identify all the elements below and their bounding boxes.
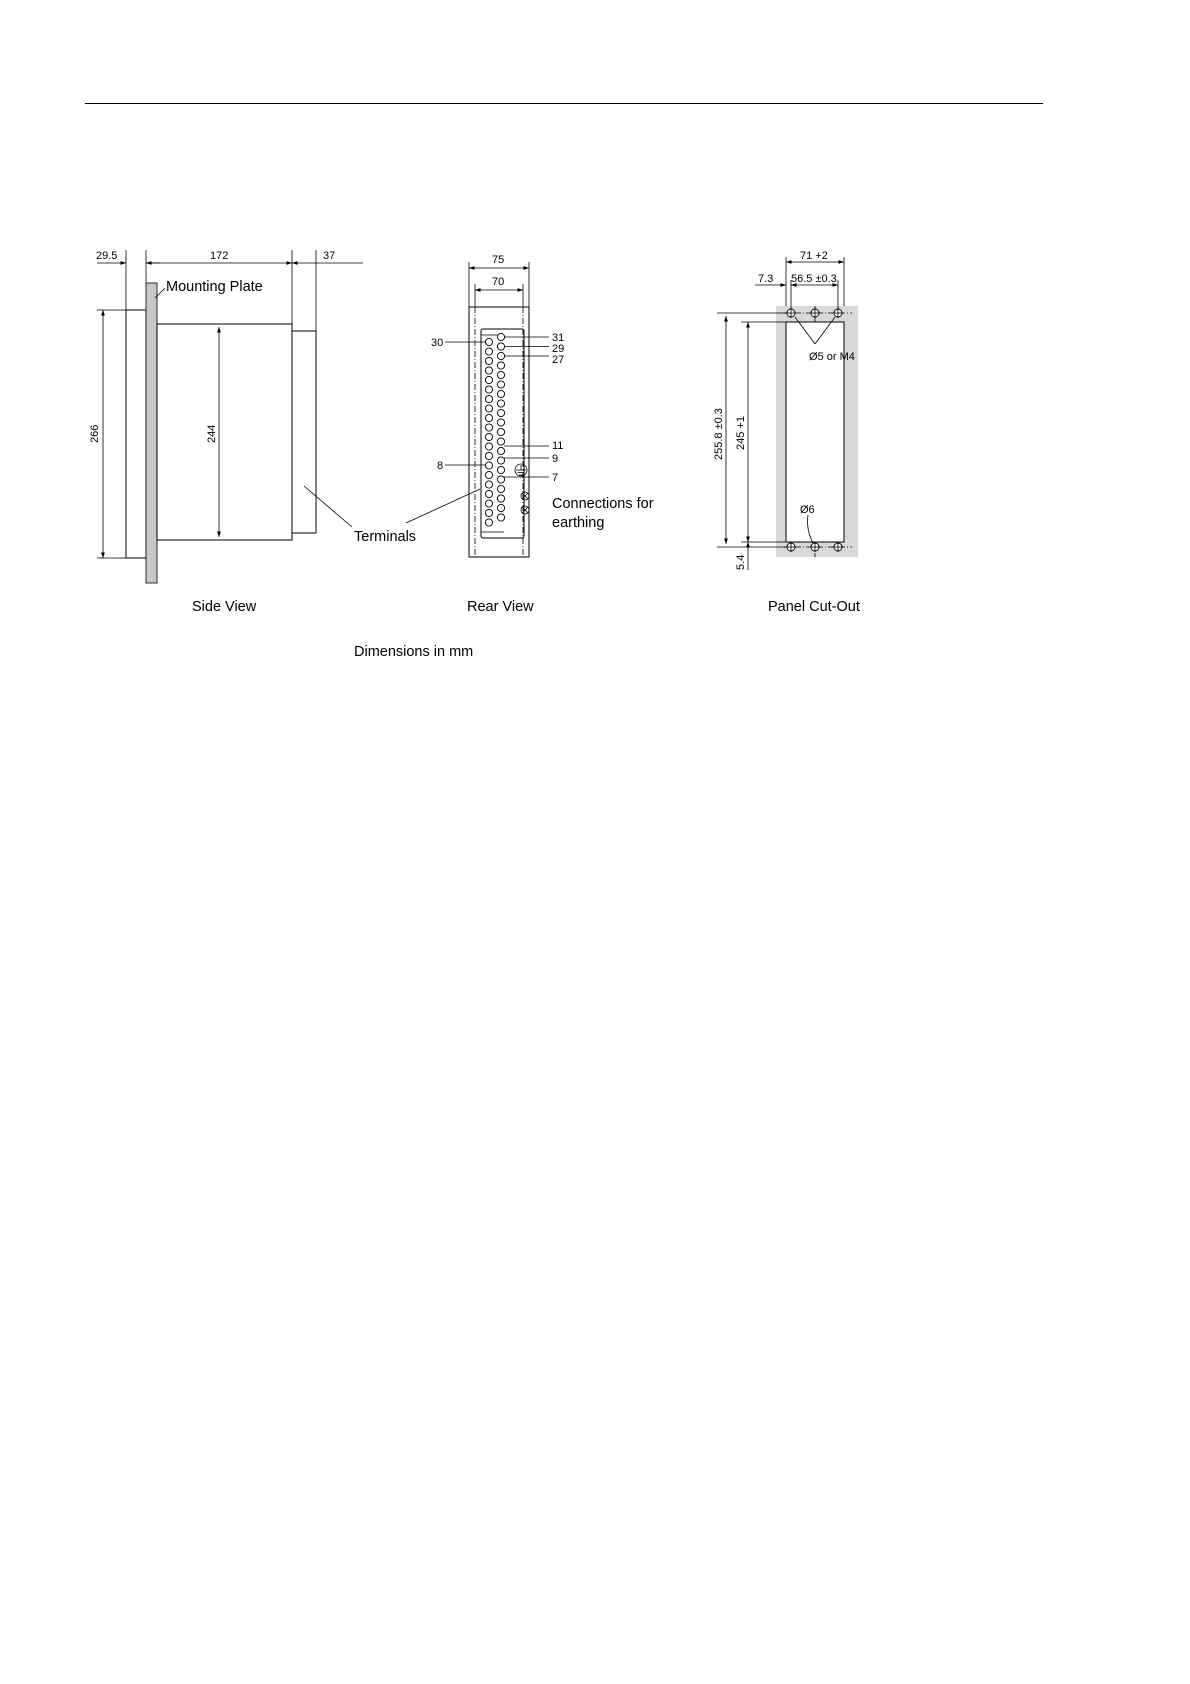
dim-hole-spacing: 56.5 ±0.3 [791, 273, 837, 285]
caption-panel-cutout: Panel Cut-Out [768, 599, 860, 615]
dim-case-height: 244 [206, 424, 218, 443]
terminal-column-right [497, 333, 504, 521]
terminal-label-7: 7 [552, 472, 559, 484]
label-hole-bottom: Ø6 [800, 504, 815, 516]
dim-cut-height: 245 +1 [735, 416, 747, 450]
front-panel [126, 310, 146, 558]
terminal-label-27: 27 [552, 354, 565, 366]
earthing-screw-icon [521, 492, 529, 514]
side-view [89, 250, 480, 615]
dim-rear-inner-width: 70 [492, 276, 505, 288]
label-earthing: earthing [552, 515, 605, 531]
dim-cutout-offset: 7.3 [758, 273, 774, 285]
dim-total-height: 266 [89, 424, 101, 443]
case-body [157, 324, 292, 540]
terminal-label-29: 29 [552, 343, 565, 355]
dimension-drawing [0, 0, 1190, 700]
label-connections-for: Connections for [552, 496, 654, 512]
terminal-label-30: 30 [431, 337, 444, 349]
dim-front-depth: 29.5 [96, 250, 118, 262]
footer-dimensions-note: Dimensions in mm [354, 644, 474, 660]
caption-rear-view: Rear View [467, 599, 534, 615]
earth-symbol-icon [515, 464, 527, 476]
label-hole-top: Ø5 or M4 [809, 351, 855, 363]
dim-rear-outer-width: 75 [492, 254, 505, 266]
dim-bottom-offset: 5.4 [735, 554, 747, 570]
terminal-label-9: 9 [552, 453, 559, 465]
caption-side-view: Side View [192, 599, 257, 615]
rear-terminal-block [292, 331, 316, 533]
terminal-label-31: 31 [552, 332, 565, 344]
mounting-plate [146, 283, 157, 583]
dim-cutout-width: 71 +2 [800, 250, 828, 262]
label-terminals: Terminals [354, 529, 417, 545]
terminal-column-left [485, 338, 492, 526]
dim-case-depth: 172 [210, 250, 229, 262]
panel-cutout [713, 250, 860, 615]
rear-view [431, 254, 654, 615]
terminal-label-11: 11 [552, 440, 564, 452]
label-mounting-plate: Mounting Plate [166, 279, 263, 295]
terminal-label-8: 8 [437, 460, 444, 472]
dim-hole-height: 255.8 ±0.3 [713, 408, 725, 460]
dim-rear-depth: 37 [323, 250, 336, 262]
